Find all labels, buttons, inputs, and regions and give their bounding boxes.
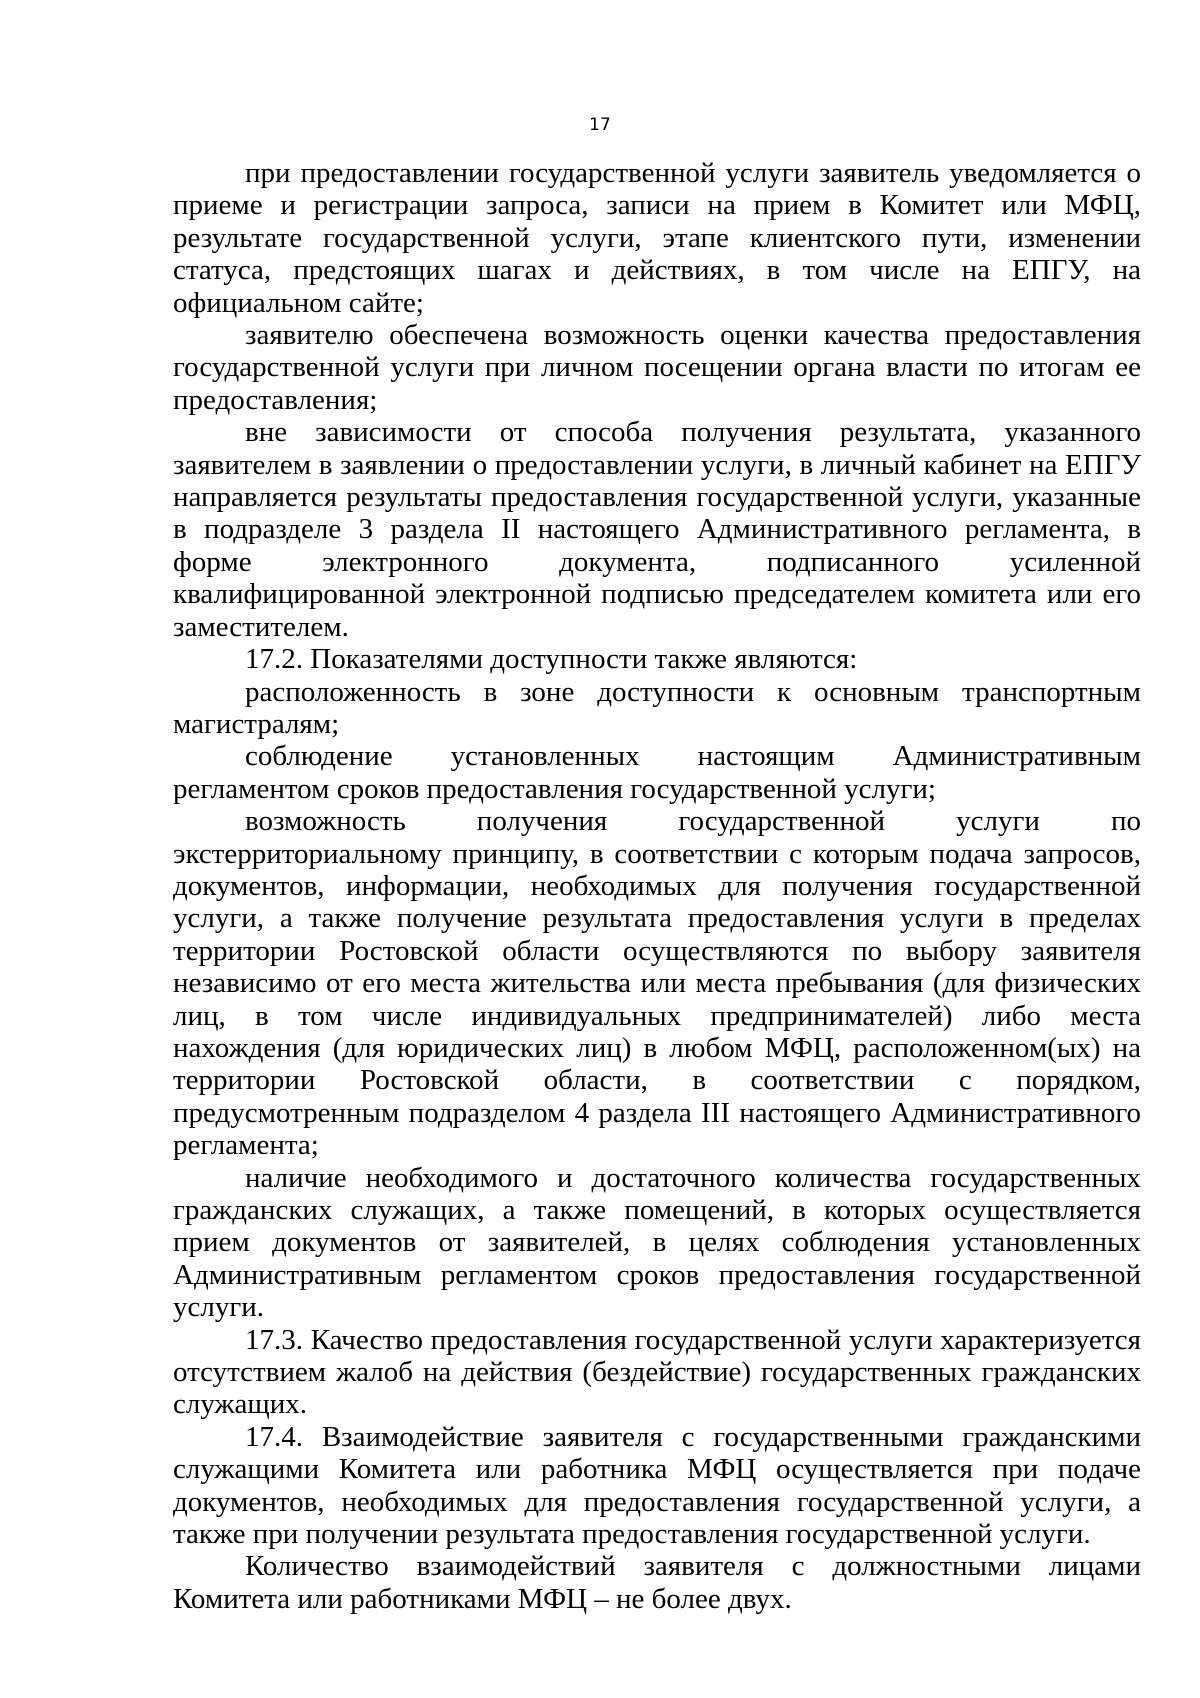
paragraph-interaction-count: Количество взаимодействий заявителя с должностными лицами Комитета или работниками МФЦ – не более двух. bbox=[173, 1550, 1141, 1615]
paragraph-section-17-2: 17.2. Показателями доступности также являются: bbox=[245, 643, 858, 676]
paragraph-section-17-3: 17.3. Качество предоставления государственной услуги характеризуется отсутствием жалоб на действия (бездействие) государственных гражданских служащих. bbox=[173, 1323, 1141, 1421]
paragraph-staff-premises: наличие необходимого и достаточного количества государственных гражданских служащих, а также помещений, в которых осуществляется прием документов от заявителей, в целях соблюдения установленных Административным регламентом сроков предоставления государственной услуги. bbox=[173, 1161, 1141, 1324]
paragraph-section-17-4: 17.4. Взаимодействие заявителя с государственными гражданскими служащими Комитета или работника МФЦ осуществляется при подаче документов, необходимых для предоставления государственной услуги, а также при получении результата предоставления государственной услуги. bbox=[173, 1420, 1141, 1551]
paragraph-deadlines: соблюдение установленных настоящим Административным регламентом сроков предоставления государственной услуги; bbox=[173, 740, 1141, 805]
page-number: 17 bbox=[589, 115, 611, 135]
paragraph-result-delivery: вне зависимости от способа получения результата, указанного заявителем в заявлении о предоставлении услуги, в личный кабинет на ЕПГУ направляется результаты предоставления государственной услуги, указанные в подразделе 3 раздела II настоящего Административного регламента, в форме электронного документа, подписанного усиленной квалифицированной электронной подписью председателем комитета или его заместителем. bbox=[173, 416, 1141, 643]
document-body bbox=[173, 157, 1141, 1615]
paragraph-extraterritorial: возможность получения государственной услуги по экстерриториальному принципу, в соответствии с которым подача запросов, документов, информации, необходимых для получения государственной услуги, а также получение результата предоставления услуги в пределах территории Ростовской области осуществляются по выбору заявителя независимо от его места жительства или места пребывания (для физических лиц, в том числе индивидуальных предпринимателей) либо места нахождения (для юридических лиц) в любом МФЦ, расположенном(ых) на территории Ростовской области, в соответствии с порядком, предусмотренным подразделом 4 раздела III настоящего Административного регламента; bbox=[173, 805, 1141, 1162]
paragraph-quality-assessment: заявителю обеспечена возможность оценки качества предоставления государственной услуги при личном посещении органа власти по итогам ее предоставления; bbox=[173, 319, 1141, 416]
paragraph-transport-access: расположенность в зоне доступности к основным транспортным магистралям; bbox=[173, 675, 1141, 740]
paragraph-notification: при предоставлении государственной услуги заявитель уведомляется о приеме и регистрации запроса, записи на прием в Комитет или МФЦ, результате государственной услуги, этапе клиентского пути, изменении статуса, предстоящих шагах и действиях, в том числе на ЕПГУ, на официальном сайте; bbox=[173, 157, 1141, 319]
